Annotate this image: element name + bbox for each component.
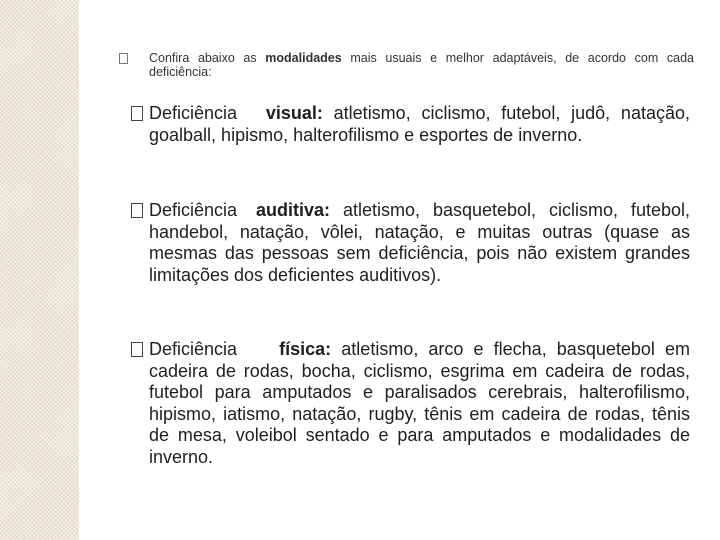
section-heading: Deficiência bbox=[149, 339, 238, 359]
bullet-icon bbox=[119, 53, 128, 64]
intro-text-after: mais usuais e melhor adaptáveis, de acordo com cada deficiência: bbox=[149, 51, 694, 79]
section-visual bbox=[149, 103, 690, 146]
section-text: atletismo, ciclismo, futebol, judô, natação, goalball, hipismo, halterofilismo e esportes de inverno. bbox=[149, 103, 690, 145]
intro-text-before: Confira abaixo as bbox=[149, 51, 266, 65]
section-heading: Deficiência bbox=[149, 103, 238, 123]
bullet-icon bbox=[131, 203, 143, 218]
intro-paragraph bbox=[149, 51, 694, 79]
section-text: atletismo, basquetebol, ciclismo, futebol, handebol, natação, vôlei, natação, e muitas outras (quase as mesmas das pessoas sem deficiência, pois não existem grandes limitações dos deficientes auditivos). bbox=[149, 200, 690, 285]
section-fisica bbox=[149, 339, 690, 468]
section-heading: Deficiência bbox=[149, 200, 238, 220]
section-type: visual: bbox=[265, 103, 323, 123]
intro-bold-term: modalidades bbox=[265, 51, 342, 65]
section-text: atletismo, arco e flecha, basquetebol em cadeira de rodas, bocha, ciclismo, esgrima em cadeira de rodas, futebol para amputados e paralisados cerebrais, halterofilismo, hipismo, iatismo, natação, rugby, tênis em cadeira de rodas, tênis de mesa, voleibol sentado e para amputados e modalidades de inverno. bbox=[149, 339, 690, 467]
bullet-icon bbox=[131, 106, 143, 121]
section-type: física: bbox=[279, 339, 332, 359]
section-auditiva bbox=[149, 200, 690, 286]
section-type: auditiva: bbox=[256, 200, 331, 220]
bullet-icon bbox=[131, 342, 143, 357]
